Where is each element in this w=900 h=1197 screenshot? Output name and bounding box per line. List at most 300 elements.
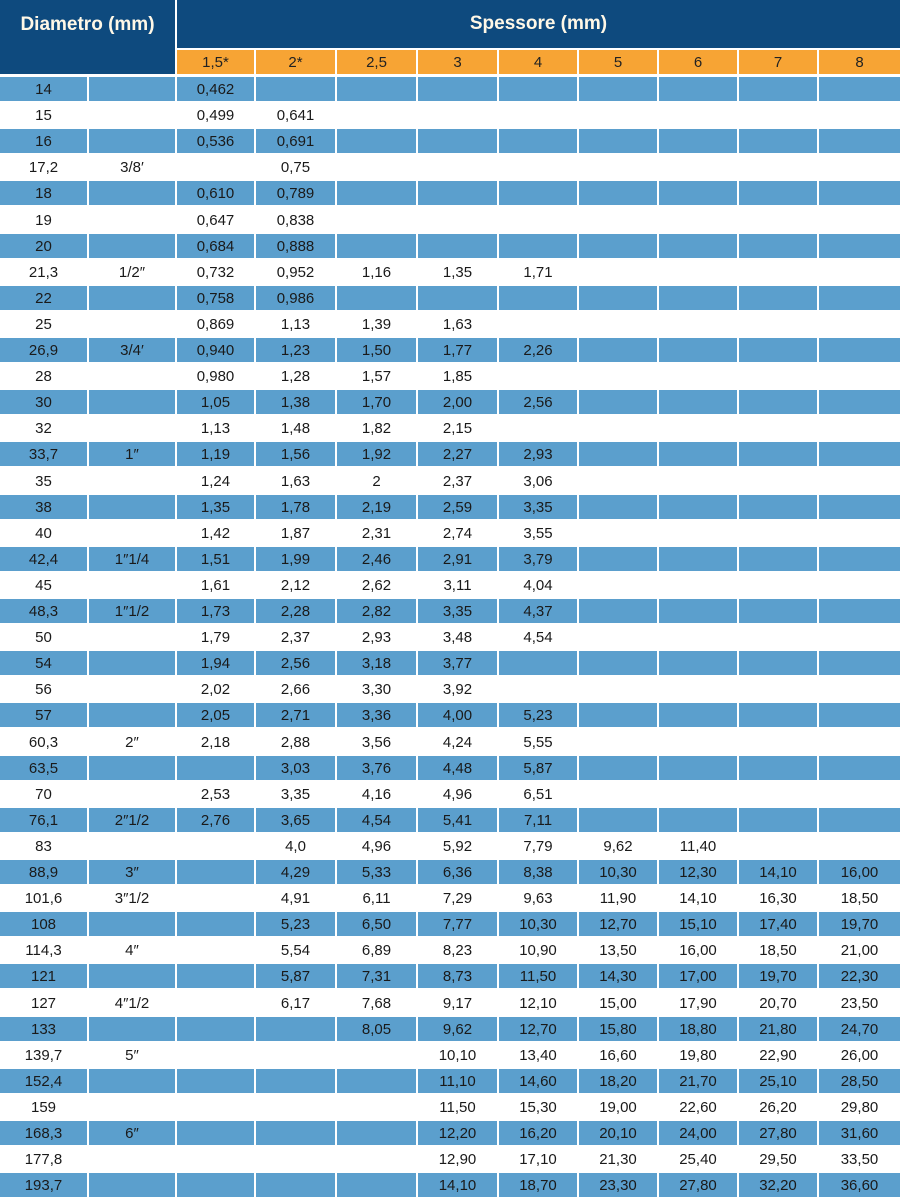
weight-cell: 18,80 bbox=[659, 1017, 737, 1041]
weight-cell bbox=[579, 756, 657, 780]
weight-cell bbox=[739, 808, 817, 832]
inch-size-cell bbox=[89, 129, 175, 153]
weight-cell: 14,30 bbox=[579, 964, 657, 988]
weight-cell: 5,23 bbox=[499, 703, 577, 727]
weight-cell bbox=[819, 155, 900, 179]
weight-cell: 3,65 bbox=[256, 808, 335, 832]
weight-cell: 1,77 bbox=[418, 338, 497, 362]
inch-size-cell bbox=[89, 625, 175, 649]
diameter-cell: 32 bbox=[35, 419, 52, 437]
weight-cell bbox=[659, 312, 737, 336]
weight-cell: 4,54 bbox=[523, 628, 553, 646]
weight-cell bbox=[337, 1173, 416, 1197]
weight-cell bbox=[739, 364, 817, 388]
weight-cell bbox=[418, 208, 497, 232]
weight-cell bbox=[579, 103, 657, 127]
weight-cell bbox=[739, 677, 817, 701]
weight-cell: 3,56 bbox=[361, 733, 392, 751]
weight-cell: 1,48 bbox=[280, 419, 311, 437]
weight-cell: 1,94 bbox=[177, 651, 254, 675]
diameter-cell: 21,3 bbox=[28, 263, 59, 281]
weight-cell: 18,50 bbox=[759, 941, 797, 959]
inch-size-cell: 2″1/2 bbox=[89, 808, 175, 832]
weight-cell: 0,940 bbox=[177, 338, 254, 362]
weight-cell bbox=[579, 442, 657, 466]
weight-cell: 6,50 bbox=[337, 912, 416, 936]
diameter-cell: 159 bbox=[30, 1098, 57, 1116]
weight-cell bbox=[819, 364, 900, 388]
weight-cell: 15,30 bbox=[519, 1098, 557, 1116]
weight-cell: 9,62 bbox=[418, 1017, 497, 1041]
weight-cell: 6,89 bbox=[361, 941, 392, 959]
weight-cell: 5,33 bbox=[337, 860, 416, 884]
weight-cell: 2,82 bbox=[337, 599, 416, 623]
weight-cell bbox=[177, 1017, 254, 1041]
weight-cell: 2,88 bbox=[280, 733, 311, 751]
weight-cell: 6,36 bbox=[418, 860, 497, 884]
weight-cell bbox=[659, 286, 737, 310]
weight-cell bbox=[579, 469, 657, 493]
weight-cell bbox=[499, 129, 577, 153]
weight-cell: 12,20 bbox=[418, 1121, 497, 1145]
weight-cell bbox=[819, 260, 900, 284]
weight-cell: 11,10 bbox=[418, 1069, 497, 1093]
weight-cell bbox=[659, 390, 737, 414]
weight-cell bbox=[739, 573, 817, 597]
weight-cell: 14,60 bbox=[499, 1069, 577, 1093]
weight-cell: 4,91 bbox=[280, 889, 311, 907]
weight-cell: 2,76 bbox=[177, 808, 254, 832]
diameter-cell: 70 bbox=[35, 785, 52, 803]
weight-cell: 4,96 bbox=[442, 785, 473, 803]
weight-cell: 3,06 bbox=[523, 472, 553, 490]
weight-cell bbox=[819, 782, 900, 806]
weight-cell bbox=[739, 103, 817, 127]
weight-cell bbox=[659, 155, 737, 179]
weight-cell bbox=[337, 181, 416, 205]
weight-cell: 16,60 bbox=[599, 1046, 637, 1064]
weight-cell: 9,63 bbox=[523, 889, 553, 907]
inch-size-cell: 5″ bbox=[125, 1046, 139, 1064]
weight-cell: 22,30 bbox=[819, 964, 900, 988]
inch-size-cell bbox=[89, 364, 175, 388]
weight-cell: 2,18 bbox=[200, 733, 231, 751]
diameter-cell: 40 bbox=[35, 524, 52, 542]
weight-cell bbox=[177, 860, 254, 884]
weight-cell: 19,00 bbox=[599, 1098, 637, 1116]
diameter-cell: 121 bbox=[0, 964, 87, 988]
weight-cell: 1,63 bbox=[280, 472, 311, 490]
weight-cell bbox=[819, 495, 900, 519]
weight-cell bbox=[739, 547, 817, 571]
inch-size-cell bbox=[89, 964, 175, 988]
weight-cell: 3,76 bbox=[337, 756, 416, 780]
weight-cell bbox=[659, 808, 737, 832]
weight-cell: 17,90 bbox=[679, 994, 717, 1012]
weight-cell bbox=[739, 234, 817, 258]
weight-cell bbox=[499, 103, 577, 127]
weight-cell: 8,73 bbox=[418, 964, 497, 988]
weight-cell bbox=[337, 1043, 416, 1067]
weight-cell bbox=[739, 730, 817, 754]
weight-cell: 11,50 bbox=[439, 1098, 476, 1116]
weight-cell bbox=[739, 338, 817, 362]
weight-cell bbox=[337, 208, 416, 232]
inch-size-cell: 4″ bbox=[125, 941, 139, 959]
weight-cell: 1,99 bbox=[256, 547, 335, 571]
weight-cell bbox=[659, 651, 737, 675]
inch-size-cell bbox=[89, 1017, 175, 1041]
weight-cell bbox=[499, 155, 577, 179]
thickness-column-header: 6 bbox=[659, 50, 737, 74]
diameter-cell: 56 bbox=[35, 680, 52, 698]
diameter-cell: 152,4 bbox=[0, 1069, 87, 1093]
thickness-header: Spessore (mm) bbox=[177, 0, 900, 48]
weight-cell: 3,30 bbox=[361, 680, 392, 698]
diameter-cell: 45 bbox=[35, 576, 52, 594]
inch-size-cell bbox=[89, 651, 175, 675]
weight-cell: 4,00 bbox=[418, 703, 497, 727]
weight-cell: 29,50 bbox=[759, 1150, 797, 1168]
inch-size-cell: 1″1/4 bbox=[89, 547, 175, 571]
weight-cell: 2,74 bbox=[442, 524, 473, 542]
weight-cell bbox=[256, 77, 335, 101]
weight-cell: 25,10 bbox=[739, 1069, 817, 1093]
weight-cell bbox=[739, 286, 817, 310]
weight-cell: 9,17 bbox=[442, 994, 473, 1012]
weight-cell: 2,12 bbox=[280, 576, 311, 594]
weight-cell bbox=[177, 1147, 254, 1171]
weight-cell bbox=[739, 703, 817, 727]
weight-cell bbox=[337, 286, 416, 310]
weight-cell: 10,30 bbox=[499, 912, 577, 936]
weight-cell: 7,11 bbox=[499, 808, 577, 832]
weight-cell: 5,87 bbox=[499, 756, 577, 780]
weight-cell: 0,610 bbox=[177, 181, 254, 205]
weight-cell: 24,00 bbox=[659, 1121, 737, 1145]
weight-cell: 3,79 bbox=[499, 547, 577, 571]
weight-cell bbox=[177, 834, 254, 858]
weight-cell: 2,53 bbox=[200, 785, 231, 803]
weight-cell: 19,80 bbox=[679, 1046, 717, 1064]
weight-cell: 15,80 bbox=[579, 1017, 657, 1041]
weight-cell: 2,56 bbox=[256, 651, 335, 675]
weight-cell: 0,888 bbox=[256, 234, 335, 258]
weight-cell: 7,29 bbox=[442, 889, 473, 907]
weight-cell: 8,23 bbox=[442, 941, 473, 959]
weight-cell: 17,10 bbox=[519, 1150, 557, 1168]
weight-cell: 6,11 bbox=[362, 889, 391, 907]
weight-cell bbox=[499, 416, 577, 440]
inch-size-cell bbox=[89, 912, 175, 936]
weight-cell bbox=[499, 77, 577, 101]
weight-cell: 12,70 bbox=[579, 912, 657, 936]
weight-cell bbox=[819, 573, 900, 597]
weight-cell bbox=[579, 651, 657, 675]
weight-cell: 1,13 bbox=[200, 419, 231, 437]
weight-cell bbox=[177, 1095, 254, 1119]
weight-cell bbox=[579, 155, 657, 179]
weight-cell bbox=[579, 260, 657, 284]
weight-cell bbox=[819, 416, 900, 440]
weight-cell: 19,70 bbox=[819, 912, 900, 936]
weight-cell: 2,26 bbox=[499, 338, 577, 362]
weight-cell: 7,68 bbox=[361, 994, 392, 1012]
weight-cell bbox=[256, 1095, 335, 1119]
weight-cell bbox=[659, 573, 737, 597]
inch-size-cell: 3″ bbox=[89, 860, 175, 884]
weight-cell bbox=[819, 286, 900, 310]
weight-cell: 1,92 bbox=[337, 442, 416, 466]
weight-cell bbox=[579, 677, 657, 701]
weight-cell bbox=[739, 521, 817, 545]
weight-cell bbox=[739, 390, 817, 414]
weight-cell: 1,85 bbox=[442, 367, 473, 385]
weight-cell: 12,90 bbox=[438, 1150, 477, 1168]
weight-cell bbox=[659, 234, 737, 258]
weight-cell bbox=[739, 312, 817, 336]
diameter-cell: 25 bbox=[35, 315, 52, 333]
weight-cell bbox=[499, 677, 577, 701]
inch-size-cell bbox=[89, 77, 175, 101]
weight-cell: 6,51 bbox=[523, 785, 553, 803]
diameter-cell: 26,9 bbox=[0, 338, 87, 362]
weight-cell: 3,18 bbox=[337, 651, 416, 675]
weight-cell bbox=[418, 103, 497, 127]
weight-cell bbox=[659, 756, 737, 780]
diameter-cell: 139,7 bbox=[24, 1046, 63, 1064]
inch-size-cell bbox=[89, 1095, 175, 1119]
weight-cell bbox=[579, 782, 657, 806]
weight-cell bbox=[819, 442, 900, 466]
weight-cell: 21,80 bbox=[739, 1017, 817, 1041]
weight-cell bbox=[739, 129, 817, 153]
thickness-column-header: 2* bbox=[256, 50, 335, 74]
diameter-cell: 177,8 bbox=[24, 1150, 63, 1168]
weight-cell: 1,82 bbox=[361, 419, 392, 437]
weight-cell: 12,30 bbox=[659, 860, 737, 884]
weight-cell: 20,10 bbox=[579, 1121, 657, 1145]
weight-cell bbox=[739, 208, 817, 232]
weight-cell: 1,63 bbox=[442, 315, 473, 333]
weight-cell bbox=[739, 495, 817, 519]
weight-cell bbox=[659, 103, 737, 127]
weight-cell bbox=[659, 469, 737, 493]
inch-size-cell bbox=[89, 390, 175, 414]
weight-cell bbox=[579, 521, 657, 545]
weight-cell bbox=[739, 469, 817, 493]
inch-size-cell bbox=[89, 573, 175, 597]
inch-size-cell bbox=[89, 756, 175, 780]
weight-cell bbox=[579, 312, 657, 336]
weight-cell: 5,54 bbox=[280, 941, 311, 959]
diameter-cell: 19 bbox=[35, 211, 52, 229]
inch-size-cell bbox=[89, 1069, 175, 1093]
weight-cell bbox=[579, 77, 657, 101]
weight-cell bbox=[579, 338, 657, 362]
weight-cell: 23,30 bbox=[579, 1173, 657, 1197]
weight-cell bbox=[579, 286, 657, 310]
weight-cell: 13,40 bbox=[519, 1046, 557, 1064]
weight-cell bbox=[819, 208, 900, 232]
weight-cell bbox=[659, 677, 737, 701]
weight-cell: 17,00 bbox=[659, 964, 737, 988]
diameter-cell: 28 bbox=[35, 367, 52, 385]
weight-cell bbox=[819, 103, 900, 127]
diameter-cell: 14 bbox=[0, 77, 87, 101]
weight-cell: 2,71 bbox=[256, 703, 335, 727]
weight-cell bbox=[579, 625, 657, 649]
weight-cell: 23,50 bbox=[840, 994, 879, 1012]
weight-cell: 27,80 bbox=[739, 1121, 817, 1145]
diameter-cell: 133 bbox=[0, 1017, 87, 1041]
weight-cell: 0,462 bbox=[177, 77, 254, 101]
weight-cell: 33,50 bbox=[840, 1150, 879, 1168]
weight-cell: 1,73 bbox=[177, 599, 254, 623]
weight-cell: 5,55 bbox=[523, 733, 553, 751]
weight-cell bbox=[579, 495, 657, 519]
weight-cell: 25,40 bbox=[679, 1150, 717, 1168]
weight-cell: 4,37 bbox=[499, 599, 577, 623]
weight-cell: 5,92 bbox=[442, 837, 473, 855]
weight-cell bbox=[499, 312, 577, 336]
weight-cell bbox=[256, 1147, 335, 1171]
weight-cell bbox=[579, 703, 657, 727]
weight-cell: 3,11 bbox=[443, 576, 472, 594]
weight-cell bbox=[337, 129, 416, 153]
diameter-cell: 48,3 bbox=[0, 599, 87, 623]
weight-cell: 14,10 bbox=[679, 889, 717, 907]
diameter-cell: 33,7 bbox=[0, 442, 87, 466]
diameter-cell: 127 bbox=[30, 994, 57, 1012]
weight-cell: 27,80 bbox=[659, 1173, 737, 1197]
weight-cell: 4,29 bbox=[256, 860, 335, 884]
weight-cell bbox=[819, 312, 900, 336]
weight-cell: 12,10 bbox=[519, 994, 557, 1012]
weight-cell bbox=[177, 1121, 254, 1145]
weight-cell bbox=[177, 756, 254, 780]
weight-cell: 0,980 bbox=[196, 367, 235, 385]
weight-cell bbox=[739, 155, 817, 179]
weight-cell bbox=[579, 730, 657, 754]
weight-cell: 2,31 bbox=[361, 524, 392, 542]
diameter-header: Diametro (mm) bbox=[0, 0, 175, 74]
weight-cell bbox=[819, 756, 900, 780]
diameter-cell: 108 bbox=[0, 912, 87, 936]
inch-size-cell bbox=[89, 312, 175, 336]
weight-cell bbox=[819, 129, 900, 153]
weight-cell: 13,50 bbox=[599, 941, 637, 959]
weight-cell bbox=[337, 234, 416, 258]
weight-cell: 19,70 bbox=[739, 964, 817, 988]
weight-cell: 1,79 bbox=[200, 628, 231, 646]
weight-cell: 28,50 bbox=[819, 1069, 900, 1093]
weight-cell bbox=[418, 286, 497, 310]
weight-cell: 4,04 bbox=[523, 576, 553, 594]
weight-cell bbox=[739, 756, 817, 780]
inch-size-cell: 1/2″ bbox=[118, 263, 146, 281]
weight-cell bbox=[659, 129, 737, 153]
weight-cell: 36,60 bbox=[819, 1173, 900, 1197]
diameter-cell: 76,1 bbox=[0, 808, 87, 832]
weight-cell bbox=[579, 416, 657, 440]
weight-cell: 1,13 bbox=[280, 315, 311, 333]
diameter-cell: 20 bbox=[0, 234, 87, 258]
weight-cell: 0,838 bbox=[276, 211, 315, 229]
weight-cell: 12,70 bbox=[499, 1017, 577, 1041]
weight-cell: 18,70 bbox=[499, 1173, 577, 1197]
weight-cell: 26,00 bbox=[840, 1046, 879, 1064]
weight-cell bbox=[177, 964, 254, 988]
weight-cell: 4,24 bbox=[442, 733, 473, 751]
weight-cell bbox=[819, 77, 900, 101]
weight-cell bbox=[659, 77, 737, 101]
weight-cell: 2,27 bbox=[418, 442, 497, 466]
weight-cell: 7,79 bbox=[523, 837, 553, 855]
diameter-cell: 38 bbox=[0, 495, 87, 519]
weight-cell bbox=[659, 364, 737, 388]
weight-cell: 3,35 bbox=[418, 599, 497, 623]
weight-cell: 3,03 bbox=[256, 756, 335, 780]
diameter-cell: 35 bbox=[35, 472, 52, 490]
weight-cell: 1,87 bbox=[280, 524, 311, 542]
weight-cell bbox=[659, 260, 737, 284]
weight-cell: 2,93 bbox=[361, 628, 392, 646]
weight-cell bbox=[819, 469, 900, 493]
weight-cell: 22,90 bbox=[759, 1046, 797, 1064]
weight-cell bbox=[659, 416, 737, 440]
weight-cell bbox=[819, 390, 900, 414]
weight-cell: 10,10 bbox=[438, 1046, 477, 1064]
weight-cell: 16,00 bbox=[819, 860, 900, 884]
weight-cell: 15,10 bbox=[659, 912, 737, 936]
weight-cell bbox=[659, 338, 737, 362]
weight-cell bbox=[579, 129, 657, 153]
weight-cell: 0,732 bbox=[196, 263, 235, 281]
weight-cell bbox=[659, 730, 737, 754]
inch-size-cell bbox=[89, 1173, 175, 1197]
weight-cell bbox=[739, 77, 817, 101]
weight-cell: 0,684 bbox=[177, 234, 254, 258]
weight-cell bbox=[579, 390, 657, 414]
weight-cell bbox=[819, 181, 900, 205]
weight-cell bbox=[659, 782, 737, 806]
weight-cell: 0,869 bbox=[196, 315, 235, 333]
weight-cell: 0,75 bbox=[280, 158, 311, 176]
weight-cell bbox=[337, 77, 416, 101]
diameter-cell: 60,3 bbox=[28, 733, 59, 751]
weight-cell: 1,24 bbox=[200, 472, 231, 490]
weight-cell bbox=[337, 1095, 416, 1119]
inch-size-cell bbox=[89, 234, 175, 258]
weight-cell: 2,19 bbox=[337, 495, 416, 519]
weight-cell: 2,15 bbox=[442, 419, 473, 437]
weight-cell: 4,96 bbox=[361, 837, 392, 855]
diameter-cell: 57 bbox=[0, 703, 87, 727]
weight-cell bbox=[659, 599, 737, 623]
weight-cell: 20,70 bbox=[759, 994, 797, 1012]
weight-cell bbox=[659, 495, 737, 519]
thickness-column-header: 4 bbox=[499, 50, 577, 74]
weight-cell bbox=[579, 364, 657, 388]
weight-cell bbox=[499, 286, 577, 310]
weight-cell bbox=[819, 677, 900, 701]
inch-size-cell: 3/4′ bbox=[89, 338, 175, 362]
weight-cell bbox=[499, 651, 577, 675]
weight-cell: 2,28 bbox=[256, 599, 335, 623]
weight-cell: 3,48 bbox=[442, 628, 473, 646]
weight-cell: 14,10 bbox=[418, 1173, 497, 1197]
